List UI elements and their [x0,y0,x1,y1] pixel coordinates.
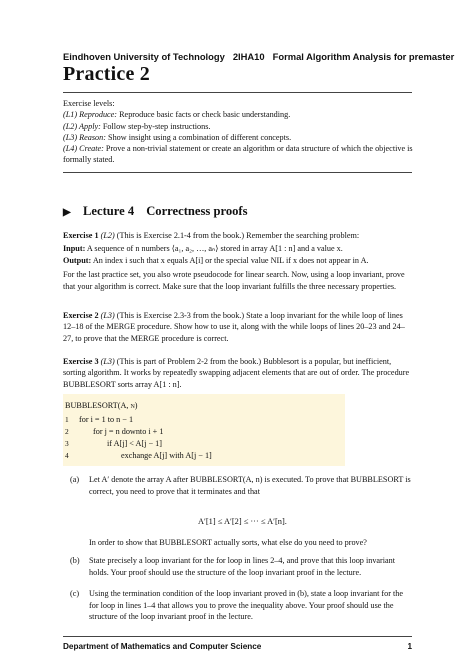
code-line: 3 if A[j] < A[j − 1] [65,439,162,448]
lecture-heading: ▶ Lecture 4 Correctness proofs [63,204,248,218]
page-footer [63,642,412,651]
level-item: (L2) Apply: Follow step-by-step instructions. [63,121,211,131]
levels-rule [63,172,412,173]
course-code: 2IHA10 [232,51,265,62]
document-page: Eindhoven University of Technology 2IHA10 Formal Algorithm Analysis for premaster Practice 2 Exercise levels: (L1) Reproduce: Reproduce basic facts or check basic understanding. (L2) Apply: Follow step-by-step instructions. (L3) Reason: Show insight using a combination of different concepts. (L4) Create: Prove a non-trivial statement or create an algorithm or data structure of which the objective is formally stated. ▶ Lecture 4 Correctness proofs Exercise 1 (L2) (This is Exercise 2.1-4 from the book.) Remember the searching problem: Input: A sequence of n numbers ⟨a₁, a₂, …, aₙ⟩ stored in array A[1 : n] and a value x. Output: An index i such that x equals A[i] or the special value NIL if x does not appear in A. For the last practice set, you also wrote pseudocode for linear search. Now, using a loop invariant, prove that your algorithm is correct. Make sure that the loop invariant fulfills the three necessary properties. Exercise 2 (L3) (This is Exercise 2.3-3 from the book.) State a loop invariant for the while loop of lines 12–18 of the MERGE procedure. Show how to use it, along with the while loops of lines 20–23 and 24–27, to prove that the MERGE procedure is correct. Exercise 3 (L3) (This is part of Problem 2-2 from the book.) Bubblesort is a popular, but inefficient, sorting algorithm. It works by repeatedly swapping adjacent elements that are out of order. The procedure BUBBLESORT sorts array A[1 : n]. BUBBLESORT(A, n) 1 for i = 1 to n − 1 2 for j = n downto i + 1 3 if A[j] < A[j − 1] 4 exchange A[j] with A[j − 1] (a) Let A′ denote the array A after BUBBLESORT(A, n) is executed. To prove that BUBBLESORT is correct, you need to prove that it terminates and that In order to show that BUBBLESORT actually sorts, what else do you need to prove? (b) State precisely a loop invariant for the for loop in lines 2–4, and prove that this loop invariant holds. Your proof should use the structure of the loop invariant proof in the lecture. (c) Using the termination condition of the loop invariant proved in (b), state a loop invariant for the for loop in lines 1–4 that allows you to prove the inequality above. Your proof should use the structure of the loop invariant proof in the lecture. A′[1] ≤ A′[2] ≤ ··· ≤ A′[n]. Department of Mathematics and Computer Science 1 [63,51,455,651]
code-line: 2 for j = n downto i + 1 [65,427,164,436]
level-item: (L3) Reason: Show insight using a combination of different concepts. [63,132,292,142]
bubblesort-pseudocode [63,394,345,466]
exercise-3: Exercise 3 (L3) (This is part of Problem 2-2 from the book.) Bubblesort is a popular, but inefficient, sorting algorithm. It works by repeatedly swapping adjacent elements that are out of order. The procedure BUBBLESORT sorts array A[1 : n]. [63,357,410,389]
code-line: 1 for i = 1 to n − 1 [65,415,134,424]
department: Department of Mathematics and Computer Science [63,642,262,651]
running-header [63,51,454,62]
page-number: 1 [407,642,412,651]
levels-heading: Exercise levels: [63,99,115,108]
algorithm-name: BUBBLESORT(A, n) [65,401,138,410]
level-item: (L4) Create: Prove a non-trivial statement or create an algorithm or data structure of which the objective is formally stated. [63,144,413,165]
footer-rule [63,636,412,637]
triangle-bullet-icon: ▶ [63,207,71,218]
exercise-levels [63,98,413,166]
display-equation: A′[1] ≤ A′[2] ≤ ··· ≤ A′[n]. [198,517,287,526]
page-title: Practice 2 [63,63,150,85]
level-item: (L1) Reproduce: Reproduce basic facts or check basic understanding. [63,110,291,120]
institution: Eindhoven University of Technology [63,51,225,62]
exercise-2: Exercise 2 (L3) (This is Exercise 2.3-3 from the book.) State a loop invariant for the while loop of lines 12–18 of the MERGE procedure. Show how to use it, along with the while loops of lines 20–23 and 24–27, to prove that the MERGE procedure is correct. [63,311,405,343]
top-rule [63,92,412,93]
course-name: Formal Algorithm Analysis for premaster [272,51,455,62]
code-line: 4 exchange A[j] with A[j − 1] [65,451,212,460]
exercise-1: Exercise 1 (L2) (This is Exercise 2.1-4 from the book.) Remember the searching problem: Input: A sequence of n numbers ⟨a₁, a₂, …, aₙ⟩ stored in array A[1 : n] and a value x. Output: An index i such that x equals A[i] or the special value NIL if x does not appear in A. For the last practice set, you also wrote pseudocode for linear search. Now, using a loop invariant, prove that your algorithm is correct. Make sure that the loop invariant fulfills the three necessary properties. [63,231,405,291]
